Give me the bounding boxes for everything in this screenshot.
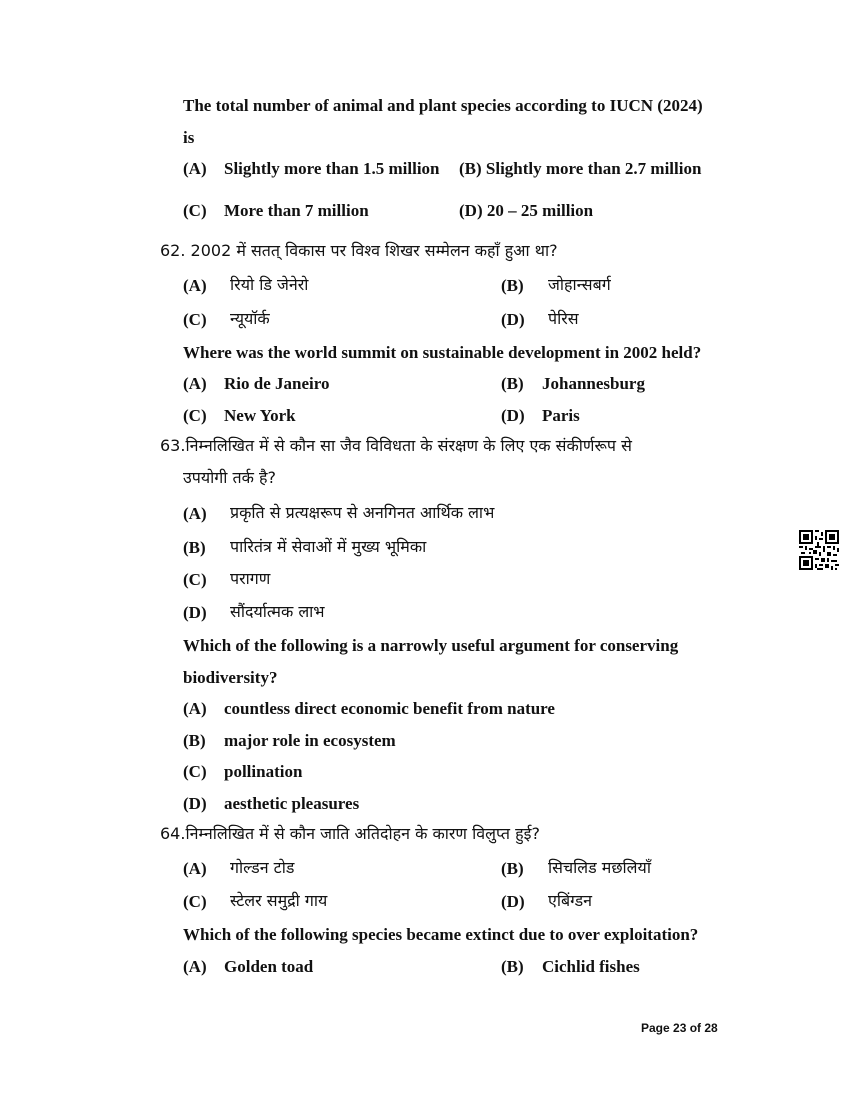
q61-option-b: (B) Slightly more than 2.7 million	[459, 159, 702, 178]
q64-hindi-question: 64.निम्नलिखित में से कौन जाति अतिदोहन के कारण विलुप्त हुई?	[160, 824, 540, 843]
q61-option-a-label: (A)	[183, 159, 207, 178]
q63-english-question-line2: biodiversity?	[183, 668, 278, 687]
q64-hi-option-b-label: (B)	[501, 859, 524, 878]
q63-en-option-a-label: (A)	[183, 699, 207, 718]
q64-en-option-b-label: (B)	[501, 957, 524, 976]
q61-question-line1: The total number of animal and plant species according to IUCN (2024)	[183, 96, 703, 115]
q62-en-option-c-text: New York	[224, 406, 296, 425]
q63-hi-option-b-label: (B)	[183, 538, 206, 557]
page-number: Page 23 of 28	[641, 1021, 718, 1035]
q63-en-option-d-text: aesthetic pleasures	[224, 794, 360, 813]
q63-en-option-c-text: pollination	[224, 762, 303, 781]
q62-english-question: Where was the world summit on sustainable development in 2002 held?	[183, 343, 702, 362]
q64-en-option-a-label: (A)	[183, 957, 207, 976]
q63-hi-option-d-label: (D)	[183, 603, 207, 622]
q63-english-question-line1: Which of the following is a narrowly useful argument for conserving	[183, 636, 679, 655]
q63-en-option-b-label: (B)	[183, 731, 206, 750]
qr-code-icon	[799, 530, 839, 570]
q62-hindi-question: 62. 2002 में सतत् विकास पर विश्व शिखर सम्मेलन कहाँ हुआ था?	[160, 241, 558, 260]
q61-option-c-text: More than 7 million	[224, 201, 369, 220]
q63-hi-option-c-text: परागण	[230, 569, 271, 588]
q62-hi-option-b-label: (B)	[501, 276, 524, 295]
q63-hi-option-a-text: प्रकृति से प्रत्यक्षरूप से अनगिनत आर्थिक लाभ	[230, 503, 495, 522]
q62-en-option-c-label: (C)	[183, 406, 207, 425]
q62-en-option-d-label: (D)	[501, 406, 525, 425]
q63-hi-option-a-label: (A)	[183, 504, 207, 523]
q64-en-option-a-text: Golden toad	[224, 957, 314, 976]
q63-en-option-c-label: (C)	[183, 762, 207, 781]
q64-hi-option-b-text: सिचलिड मछलियाँ	[548, 858, 651, 877]
q64-hi-option-d-label: (D)	[501, 892, 525, 911]
q64-hi-option-c-text: स्टेलर समुद्री गाय	[230, 891, 328, 910]
q63-en-option-a-text: countless direct economic benefit from nature	[224, 699, 555, 718]
q62-en-option-b-label: (B)	[501, 374, 524, 393]
q63-en-option-b-text: major role in ecosystem	[224, 731, 396, 750]
q62-en-option-b-text: Johannesburg	[542, 374, 645, 393]
q62-en-option-a-label: (A)	[183, 374, 207, 393]
q64-en-option-b-text: Cichlid fishes	[542, 957, 640, 976]
q64-hi-option-a-label: (A)	[183, 859, 207, 878]
q62-hi-option-c-text: न्यूयॉर्क	[230, 309, 270, 328]
q64-hi-option-c-label: (C)	[183, 892, 207, 911]
q62-hi-option-c-label: (C)	[183, 310, 207, 329]
q62-hi-option-b-text: जोहान्सबर्ग	[548, 275, 611, 294]
q62-hi-option-a-text: रियो डि जेनेरो	[230, 275, 309, 294]
q64-hi-option-d-text: एबिंग्डन	[548, 891, 593, 910]
q61-question-line2: is	[183, 128, 195, 147]
q63-en-option-d-label: (D)	[183, 794, 207, 813]
q63-hi-option-b-text: पारितंत्र में सेवाओं में मुख्य भूमिका	[230, 537, 427, 556]
q63-hi-option-d-text: सौंदर्यात्मक लाभ	[230, 602, 325, 621]
q63-hi-option-c-label: (C)	[183, 570, 207, 589]
q62-hi-option-a-label: (A)	[183, 276, 207, 295]
q64-hi-option-a-text: गोल्डन टोड	[230, 858, 295, 877]
q62-en-option-a-text: Rio de Janeiro	[224, 374, 330, 393]
q63-hindi-question-line1: 63.निम्नलिखित में से कौन सा जैव विविधता के संरक्षण के लिए एक संकीर्णरूप से	[160, 436, 632, 455]
q62-en-option-d-text: Paris	[542, 406, 580, 425]
q61-option-d: (D) 20 – 25 million	[459, 201, 594, 220]
q64-english-question: Which of the following species became extinct due to over exploitation?	[183, 925, 699, 944]
q63-hindi-question-line2: उपयोगी तर्क है?	[183, 468, 277, 487]
q62-hi-option-d-label: (D)	[501, 310, 525, 329]
q62-hi-option-d-text: पेरिस	[548, 309, 579, 328]
q61-option-a-text: Slightly more than 1.5 million	[224, 159, 440, 178]
q61-option-c-label: (C)	[183, 201, 207, 220]
